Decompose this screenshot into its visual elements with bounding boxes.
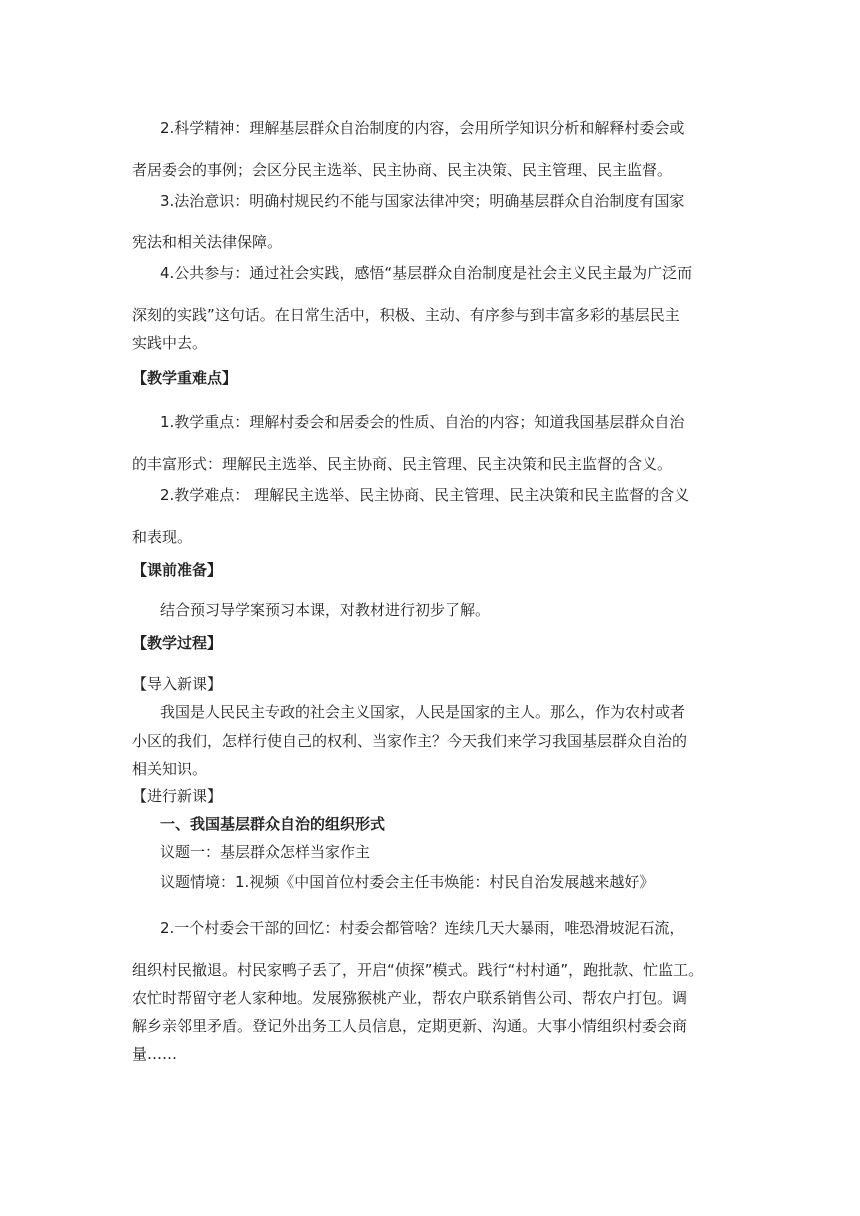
scenario-2-line-5: 量…… xyxy=(132,1045,178,1063)
objective-2-line-2: 者居委会的事例；会区分民主选举、民主协商、民主决策、民主管理、民主监督。 xyxy=(132,161,673,179)
intro-heading: 【导入新课】 xyxy=(132,675,223,693)
intro-line-1: 我国是人民民主专政的社会主义国家，人民是国家的主人。那么，作为农村或者 xyxy=(160,703,686,721)
focus-line-1: 1.教学重点：理解村委会和居委会的性质、自治的内容；知道我国基层群众自治 xyxy=(160,413,685,431)
difficulty-line-1: 2.教学难点： 理解民主选举、民主协商、民主管理、民主决策和民主监督的含义 xyxy=(160,486,690,504)
process-heading: 【教学过程】 xyxy=(132,634,223,652)
topic-1: 议题一：基层群众怎样当家作主 xyxy=(160,843,371,861)
scenario-2-line-2: 组织村民撤退。村民家鸭子丢了，开启“侦探”模式。践行“村村通”，跑批款、忙监工。 xyxy=(132,961,704,979)
intro-line-2: 小区的我们，怎样行使自己的权利、当家作主？今天我们来学习我国基层群众自治的 xyxy=(132,732,688,750)
objective-4-line-3: 实践中去。 xyxy=(132,334,208,352)
new-lesson-heading: 【进行新课】 xyxy=(132,787,223,805)
scenario-2-line-1: 2.一个村委会干部的回忆：村委会都管啥？连续几天大暴雨，唯恐滑坡泥石流， xyxy=(160,919,685,937)
objective-3-line-1: 3.法治意识：明确村规民约不能与国家法律冲突；明确基层群众自治制度有国家 xyxy=(160,192,685,210)
scenario-2-line-4: 解乡亲邻里矛盾。登记外出务工人员信息，定期更新、沟通。大事小情组织村委会商 xyxy=(132,1017,688,1035)
objective-4-line-1: 4.公共参与：通过社会实践，感悟“基层群众自治制度是社会主义民主最为广泛而 xyxy=(160,264,693,282)
focus-line-2: 的丰富形式：理解民主选举、民主协商、民主管理、民主决策和民主监督的含义。 xyxy=(132,455,673,473)
difficulty-line-2: 和表现。 xyxy=(132,528,193,546)
objective-4-line-2: 深刻的实践”这句话。在日常生活中，积极、主动、有序参与到丰富多彩的基层民主 xyxy=(132,306,680,324)
section-1-title: 一、我国基层群众自治的组织形式 xyxy=(160,815,386,833)
scenario-2-line-3: 农忙时帮留守老人家种地。发展猕猴桃产业，帮农户联系销售公司、帮农户打包。调 xyxy=(132,989,688,1007)
intro-line-3: 相关知识。 xyxy=(132,760,208,778)
scenario-1: 议题情境：1.视频《中国首位村委会主任韦焕能：村民自治发展越来越好》 xyxy=(160,873,655,891)
key-points-heading: 【教学重难点】 xyxy=(132,369,238,387)
preparation-heading: 【课前准备】 xyxy=(132,561,223,579)
objective-2-line-1: 2.科学精神：理解基层群众自治制度的内容，会用所学知识分析和解释村委会或 xyxy=(160,119,685,137)
objective-3-line-2: 宪法和相关法律保障。 xyxy=(132,233,283,251)
preparation-text: 结合预习导学案预习本课，对教材进行初步了解。 xyxy=(160,601,491,619)
